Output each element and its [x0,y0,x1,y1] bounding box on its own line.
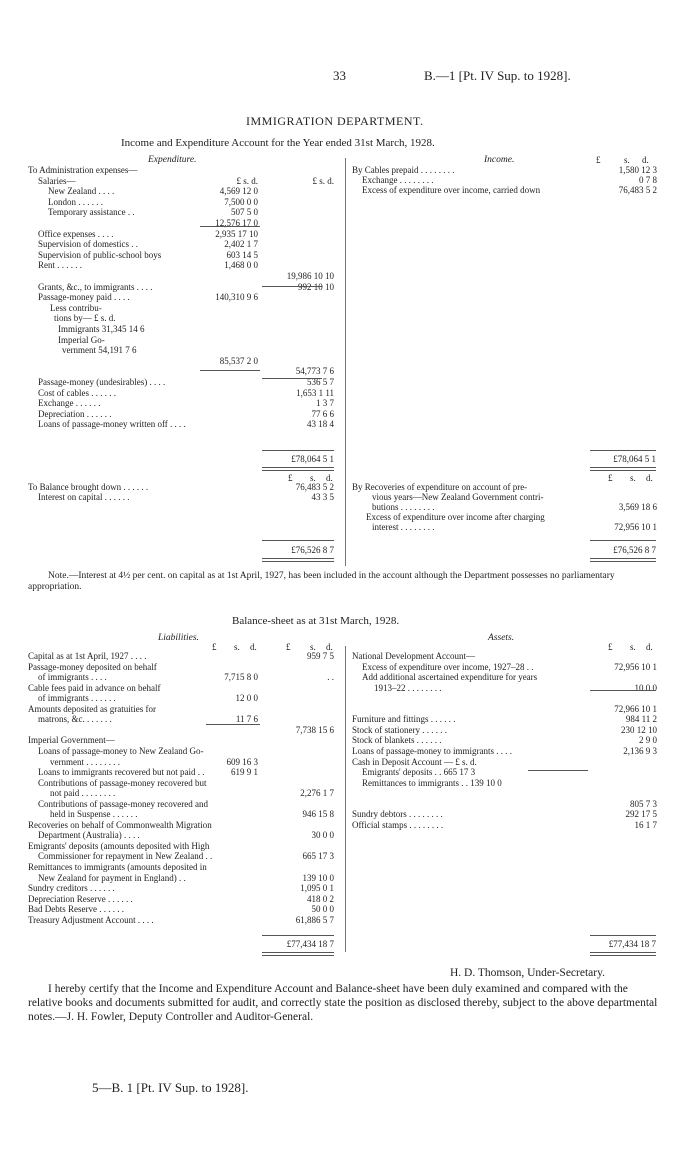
total-rule [262,450,334,451]
row-label: New Zealand for payment in England) . . [38,872,186,883]
expenditure-row [28,251,334,260]
amount-col-2: 992 10 10 [298,281,334,292]
row-label: Excess of expenditure over income, 1927–28 . . [362,661,534,672]
asset-row [352,800,657,809]
total-double-rule [262,558,334,562]
liability-row [28,884,334,893]
row-label: Grants, &c., to immigrants . . . . [38,281,153,292]
page-footer: 5—B. 1 [Pt. IV Sup. to 1928]. [92,1080,249,1095]
amount-col-1: 619 9 1 [231,767,258,778]
subtotal-rule [206,724,260,725]
expenditure-row [28,389,334,398]
row-label: Depreciation . . . . . . [38,408,112,419]
amount-col-1: 11 7 6 [235,714,258,725]
income-total: £78,064 5 1 [613,454,656,464]
row-label: To Administration expenses— [28,165,138,175]
total-double-rule [590,952,656,956]
amount: 76,483 5 2 [618,185,657,195]
row-label: Contributions of passage-money recovered and [38,798,208,809]
amount-col-2: 19,986 10 10 [286,271,334,281]
amount-col-1: £ s. d. [236,175,258,186]
page-number: 33 [333,68,346,83]
row-label: tions by— £ s. d. [54,313,116,324]
row-label: Exchange . . . . . . . . [362,175,434,185]
subtotal-rule [528,770,588,771]
asset-row [352,705,657,714]
row-label: vernment . . . . . . . . [50,756,120,767]
subtotal-rule [262,378,322,379]
row-label: Sundry debtors . . . . . . . . [352,809,443,820]
expenditure-row [28,378,334,387]
row-label: Department (Australia) . . . . [38,830,140,841]
row-label: butions . . . . . . . . [372,502,435,512]
row-label: Imperial Government— [28,735,115,746]
liability-row [28,736,334,745]
row-label: Commissioner for repayment in New Zealand . . [38,851,213,862]
amount-col-1: 7,715 8 0 [224,672,258,683]
asset-row [352,789,657,798]
assets-heading: Assets. [488,633,515,643]
row-label: Passage-money (undesirables) . . . . [38,377,166,387]
row-label: To Balance brought down . . . . . . [28,482,149,492]
row-label: Rent . . . . . . [38,260,82,271]
amount-col-2: 1,653 1 11 [296,387,334,398]
expenditure-row [28,325,334,334]
total-rule [590,450,656,451]
liability-row [28,810,334,819]
amount-col-2: 418 0 2 [307,893,334,904]
expenditure-row [28,367,334,376]
auditor-certificate: I hereby certify that the Income and Expenditure Account and Balance-sheet have been duly examined and compared with the relative books and documents submitted for audit, and correctly state the position as disclosed thereby, subject to the above departmental notes.—J. H. Fowler, Deputy Controller and Auditor-General. [28,983,658,1023]
expenditure-total: £78,064 5 1 [291,454,334,464]
subtotal-rule [200,226,260,227]
subtotal-rule [262,286,322,287]
row-label: Remittances to immigrants (amounts deposited in [28,862,207,872]
balance-right-row [352,503,657,512]
balance-left-row [28,483,334,492]
expenditure-row [28,272,334,281]
amount-col-2: 54,773 7 6 [295,366,334,377]
asset-row [352,779,657,788]
row-label: Immigrants 31,345 14 6 [58,324,145,334]
assets-total: £77,434 18 7 [608,939,656,949]
row-label: Bad Debts Reserve . . . . . . [28,904,124,915]
row-label: 1913–22 . . . . . . . . [374,682,442,693]
amount-col-1: 4,569 12 0 [219,186,258,197]
row-label: Stock of stationery . . . . . . [352,724,447,735]
row-label: of immigrants . . . . [38,672,107,683]
liability-row [28,663,334,672]
row-label: London . . . . . . [48,196,103,207]
row-label: Contributions of passage-money recovered but [38,777,207,788]
row-label: Office expenses . . . . [38,228,114,239]
asset-row [352,736,657,745]
amount: 10 0 0 [634,682,657,693]
row-label: Recoveries on behalf of Commonwealth Migration [28,819,212,830]
row-label: matrons, &c. . . . . . . [38,714,112,725]
liabilities-heading: Liabilities. [158,633,199,643]
liability-row [28,842,334,851]
amount-col-2: 665 17 3 [302,851,334,862]
expenditure-row [28,187,334,196]
balance-right-row [352,483,657,492]
amount: 43 3 5 [311,492,334,502]
row-label: Depreciation Reserve . . . . . . [28,893,133,904]
liability-row [28,800,334,809]
row-label: Salaries— [38,175,76,186]
expenditure-row [28,314,334,323]
row-label: Passage-money paid . . . . [38,292,130,303]
expenditure-row [28,336,334,345]
amount-col-2: 43 18 4 [307,419,334,430]
balance-sheet-title: Balance-sheet as at 31st March, 1928. [232,615,400,627]
amount-col-1: 140,310 9 6 [215,292,258,303]
subtotal-rule [590,690,656,691]
liabilities-total: £77,434 18 7 [286,939,334,949]
income-row [352,176,657,185]
liability-row [28,715,334,724]
amount: 0 7 8 [639,175,657,185]
asset-row [352,694,657,703]
row-label: Temporary assistance . . [48,207,135,218]
asset-row [352,821,657,830]
amount-col-2: . . [327,672,334,683]
total-double-rule [590,467,656,471]
asset-row [352,810,657,819]
asset-row [352,758,657,767]
row-label: vious years—New Zealand Government contri- [372,492,544,502]
total-rule [590,540,656,541]
expenditure-row [28,166,334,175]
liability-row [28,831,334,840]
amount-col-2: 7,738 15 6 [295,724,334,735]
income-row [352,186,657,195]
amount-col-2: 959 7 5 [307,651,334,661]
expenditure-row [28,177,334,186]
expenditure-row [28,208,334,217]
expenditure-row [28,304,334,313]
row-label: Excess of expenditure over income, carried down [362,185,541,195]
amount-col-1: 2,935 17 10 [215,228,258,239]
total-double-rule [262,952,334,956]
row-label: Loans of passage-money to immigrants . . . . [352,745,512,756]
balance-right-total: £76,526 8 7 [613,545,656,555]
income-heading: Income. [484,155,515,165]
row-label: Sundry creditors . . . . . . [28,883,115,894]
amount-col-2: 139 10 0 [302,872,334,883]
balance-right-row [352,493,657,502]
amount: 76,483 5 2 [295,482,334,492]
row-label: Cost of cables . . . . . . [38,387,116,398]
liability-row [28,852,334,861]
total-double-rule [262,467,334,471]
amount: 1,580 12 3 [618,165,657,175]
amount: 2 9 0 [639,735,657,746]
asset-row [352,684,657,693]
expenditure-row [28,346,334,355]
balance-left-total: £76,526 8 7 [291,545,334,555]
amount: 72,956 10 1 [614,661,657,672]
amount: 72,966 10 1 [614,703,657,714]
liability-row [28,789,334,798]
amount: 2,136 9 3 [623,745,657,756]
row-label: Loans of passage-money to New Zealand Go- [38,745,204,756]
amount-col-2: 77 6 6 [311,408,334,419]
amount: 3,569 18 6 [618,502,657,512]
row-label: Emigrants' deposits (amounts deposited with High [28,840,210,851]
expenditure-heading: Expenditure. [148,155,197,165]
amount-col-2: 61,886 5 7 [295,914,334,925]
signature: H. D. Thomson, Under-Secretary. [450,967,605,979]
asset-row [352,673,657,682]
expenditure-row [28,357,334,366]
amount-col-2: 1 3 7 [316,398,334,409]
liability-row [28,895,334,904]
total-rule [590,935,656,936]
row-label: Exchange . . . . . . [38,398,101,409]
liability-row [28,726,334,735]
amount-col-1: 507 5 0 [231,207,258,218]
row-label: Imperial Go- [58,334,105,345]
row-label: New Zealand . . . . [48,186,115,197]
row-label: Amounts deposited as gratuities for [28,703,156,714]
liability-row [28,694,334,703]
row-label: Loans of passage-money written off . . . . [38,419,186,430]
liability-row [28,779,334,788]
row-label: held in Suspense . . . . . . [50,809,138,820]
expenditure-row [28,293,334,302]
row-label: Interest on capital . . . . . . [38,492,130,502]
liability-row [28,905,334,914]
expenditure-row [28,420,334,429]
amount-col-2: 2,276 1 7 [300,788,334,799]
expenditure-row [28,399,334,408]
amount-col-1: 12,576 17 0 [215,218,258,228]
balance-right-row [352,523,657,532]
total-rule [262,935,334,936]
asset-row [352,663,657,672]
asset-row [352,715,657,724]
amount: 230 12 10 [621,724,657,735]
row-label: Official stamps . . . . . . . . [352,819,444,830]
liability-row [28,673,334,682]
row-label: Cash in Deposit Account — £ s. d. [352,756,477,767]
row-label: By Recoveries of expenditure on account of pre- [352,482,528,492]
document-reference: B.—1 [Pt. IV Sup. to 1928]. [424,68,571,83]
liability-row [28,652,334,661]
expenditure-row [28,261,334,270]
amount-col-1: 12 0 0 [235,693,258,704]
asset-row [352,726,657,735]
expenditure-row [28,230,334,239]
row-label: Furniture and fittings . . . . . . [352,714,456,725]
amount-col-2: 30 0 0 [311,830,334,841]
liability-row [28,821,334,830]
income-row [352,166,657,175]
row-label: Cable fees paid in advance on behalf [28,682,161,693]
amount: 984 11 2 [625,714,657,725]
row-label: By Cables prepaid . . . . . . . . [352,165,455,175]
row-label: Loans to immigrants recovered but not paid . . [38,767,205,778]
liability-row [28,684,334,693]
row-label: Excess of expenditure over income after charging [366,512,545,522]
row-label: Supervision of domestics . . [38,239,138,250]
amount: 16 1 7 [634,819,657,830]
row-label: Emigrants' deposits . . 665 17 3 [362,767,476,778]
amount-col-1: 603 14 5 [226,249,258,260]
amount: 292 17 5 [625,809,657,820]
note-paragraph: Note.—Interest at 4½ per cent. on capital as at 1st April, 1927, has been included in the account although the Department possesses no parliamentary appropriation. [28,571,615,592]
amount-col-1: 1,468 0 0 [224,260,258,271]
row-label: Treasury Adjustment Account . . . . [28,914,154,925]
balance-right-row [352,513,657,522]
row-label: Add additional ascertained expenditure for years [362,672,538,683]
department-title: IMMIGRATION DEPARTMENT. [246,114,424,128]
liability-row [28,874,334,883]
subtotal-rule [200,370,260,371]
asset-row [352,652,657,661]
column-divider [345,646,346,952]
liability-row [28,747,334,756]
amount-col-2: 1,095 0 1 [300,883,334,894]
row-label: Supervision of public-school boys [38,249,162,260]
expenditure-row [28,240,334,249]
row-label: not paid . . . . . . . . [50,788,116,799]
row-label: Passage-money deposited on behalf [28,661,157,672]
amount-col-2: £ s. d. [312,175,334,186]
row-label: Remittances to immigrants . . 139 10 0 [362,777,502,788]
amount-col-2: 50 0 0 [311,904,334,915]
amount: 805 7 3 [630,798,657,809]
row-label: of immigrants . . . . . . [38,693,116,704]
balance-left-row [28,493,334,502]
expenditure-row [28,219,334,228]
expenditure-row [28,410,334,419]
asset-row [352,747,657,756]
asset-row [352,768,657,777]
liability-row [28,758,334,767]
row-label: interest . . . . . . . . [372,522,435,532]
row-label: National Development Account— [352,651,475,661]
amount: 72,956 10 1 [614,522,657,532]
liability-row [28,705,334,714]
liability-row [28,768,334,777]
total-rule [262,540,334,541]
amount-col-1: 7,500 0 0 [224,196,258,207]
amount-col-1: 85,537 2 0 [219,355,258,366]
amount-col-2: 946 15 8 [302,809,334,820]
row-label: Capital as at 1st April, 1927 . . . . [28,651,147,661]
row-label: Less contribu- [50,302,102,313]
amount-col-1: 2,402 1 7 [224,239,258,250]
column-divider [345,158,346,566]
amount-col-2: 536 5 7 [307,377,334,387]
liability-row [28,863,334,872]
expenditure-row [28,283,334,292]
expenditure-row [28,198,334,207]
amount-col-1: 609 16 3 [226,756,258,767]
income-expenditure-title: Income and Expenditure Account for the Year ended 31st March, 1928. [121,137,435,149]
row-label: vernment 54,191 7 6 [62,345,137,356]
row-label: Stock of blankets . . . . . . [352,735,442,746]
total-double-rule [590,558,656,562]
liability-row [28,916,334,925]
